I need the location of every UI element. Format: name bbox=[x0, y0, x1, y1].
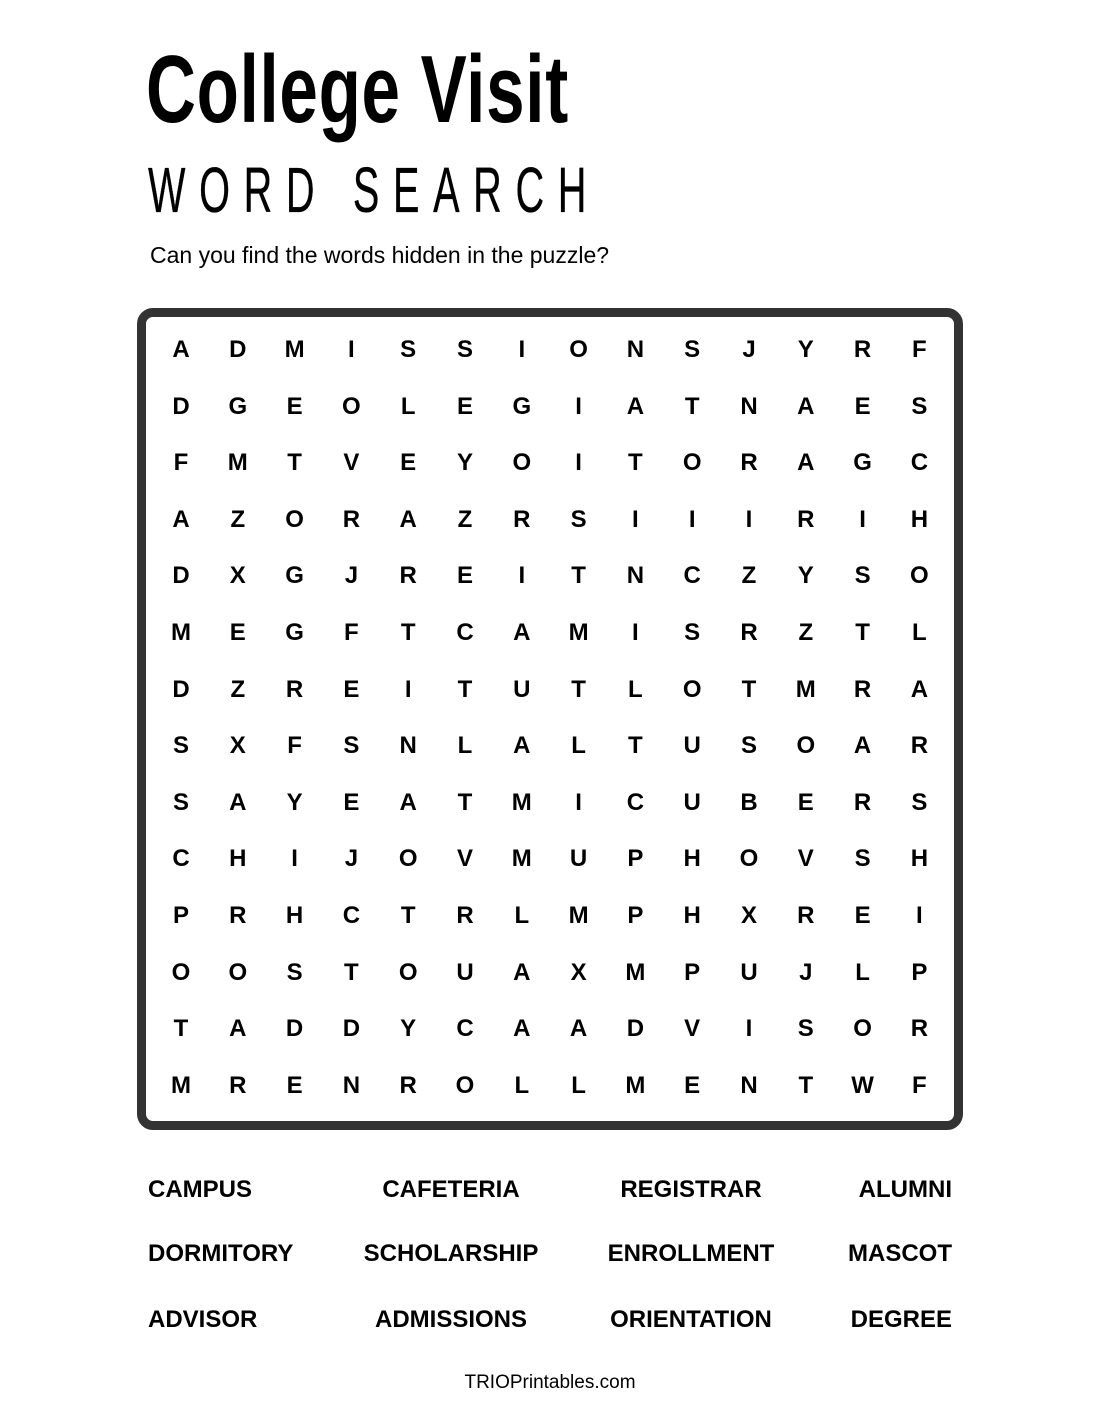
grid-cell[interactable]: H bbox=[910, 505, 929, 533]
grid-cell[interactable]: G bbox=[285, 562, 304, 590]
grid-cell[interactable]: C bbox=[456, 1015, 474, 1043]
page-subtitle: WORD SEARCH bbox=[148, 154, 601, 226]
grid-cell[interactable]: L bbox=[628, 675, 643, 703]
grid-cell[interactable]: F bbox=[287, 732, 302, 760]
grid-cell[interactable]: T bbox=[457, 675, 473, 703]
grid-cell[interactable]: M bbox=[795, 675, 816, 703]
page-title: College Visit bbox=[146, 36, 569, 143]
grid-cell[interactable]: S bbox=[797, 1015, 814, 1043]
grid-cell[interactable]: C bbox=[683, 562, 701, 590]
grid-cell[interactable]: C bbox=[172, 845, 190, 873]
grid-cell[interactable]: Z bbox=[457, 505, 473, 533]
grid-cell[interactable]: T bbox=[571, 562, 586, 590]
grid-cell[interactable]: I bbox=[688, 505, 696, 533]
grid-cell[interactable]: A bbox=[399, 788, 417, 816]
word-list-item: ENROLLMENT bbox=[607, 1240, 775, 1267]
word-list-item: REGISTRAR bbox=[620, 1176, 762, 1203]
grid-cell[interactable]: O bbox=[342, 392, 361, 420]
grid-cell[interactable]: S bbox=[684, 336, 701, 363]
grid-cell[interactable]: S bbox=[286, 958, 303, 986]
grid-cell[interactable]: D bbox=[172, 562, 190, 590]
grid-cell[interactable]: R bbox=[285, 675, 304, 703]
grid-cell[interactable]: U bbox=[683, 788, 701, 816]
grid-cell[interactable]: R bbox=[740, 449, 758, 477]
grid-cell[interactable]: D bbox=[626, 1015, 645, 1043]
grid-cell[interactable]: J bbox=[799, 958, 813, 986]
grid-cell[interactable]: S bbox=[400, 336, 417, 363]
grid-cell[interactable]: R bbox=[853, 336, 872, 363]
grid-cell[interactable]: T bbox=[855, 619, 870, 646]
grid-cell[interactable]: E bbox=[456, 392, 473, 420]
grid-cell[interactable]: A bbox=[910, 675, 929, 703]
grid-cell[interactable]: S bbox=[456, 336, 473, 363]
grid-cell[interactable]: X bbox=[740, 902, 757, 929]
grid-cell[interactable]: X bbox=[229, 562, 246, 590]
grid-cell[interactable]: E bbox=[286, 392, 303, 420]
grid-cell[interactable]: C bbox=[626, 788, 645, 816]
grid-cell[interactable]: T bbox=[684, 392, 700, 420]
word-list-item: SCHOLARSHIP bbox=[363, 1240, 539, 1267]
grid-cell[interactable]: A bbox=[172, 505, 190, 533]
grid-cell[interactable]: I bbox=[632, 505, 639, 533]
grid-cell[interactable]: I bbox=[575, 449, 582, 477]
grid-cell[interactable]: L bbox=[400, 392, 416, 420]
grid-cell[interactable]: N bbox=[740, 1071, 758, 1099]
grid-cell[interactable]: U bbox=[569, 845, 588, 873]
grid-cell[interactable]: I bbox=[404, 675, 412, 703]
grid-cell[interactable]: L bbox=[855, 958, 870, 986]
grid-cell[interactable]: I bbox=[575, 392, 582, 420]
grid-cell[interactable]: Y bbox=[456, 449, 473, 477]
grid-cell[interactable]: I bbox=[575, 788, 582, 816]
grid-cell[interactable]: F bbox=[912, 1071, 927, 1099]
grid-cell[interactable]: X bbox=[570, 958, 587, 986]
grid-cell[interactable]: D bbox=[285, 1015, 304, 1043]
grid-cell[interactable]: A bbox=[626, 392, 645, 420]
word-list-item: DORMITORY bbox=[148, 1240, 294, 1267]
grid-cell[interactable]: E bbox=[286, 1071, 303, 1099]
grid-cell[interactable]: O bbox=[171, 958, 191, 986]
grid-cell[interactable]: R bbox=[853, 788, 872, 816]
grid-cell[interactable]: Y bbox=[400, 1015, 417, 1043]
grid-cell[interactable]: I bbox=[859, 505, 866, 533]
grid-cell[interactable]: A bbox=[399, 505, 417, 533]
grid-cell[interactable]: H bbox=[229, 845, 247, 873]
grid-cell[interactable]: T bbox=[628, 449, 643, 477]
grid-cell[interactable]: L bbox=[457, 732, 473, 760]
grid-cell[interactable]: P bbox=[627, 845, 644, 873]
grid-cell[interactable]: A bbox=[513, 1015, 531, 1043]
word-list-item: CAFETERIA bbox=[382, 1176, 520, 1203]
grid-cell[interactable]: O bbox=[285, 505, 304, 533]
word-list-item: ALUMNI bbox=[858, 1176, 952, 1203]
grid-cell[interactable]: E bbox=[343, 788, 360, 816]
grid-cell[interactable]: M bbox=[511, 788, 532, 816]
grid-cell[interactable]: Y bbox=[286, 788, 303, 816]
grid-cell[interactable]: R bbox=[229, 902, 247, 929]
grid-cell[interactable]: E bbox=[229, 619, 246, 646]
word-list-item: MASCOT bbox=[848, 1240, 952, 1267]
grid-cell[interactable]: D bbox=[342, 1015, 361, 1043]
grid-cell[interactable]: V bbox=[797, 845, 814, 873]
grid-cell[interactable]: N bbox=[740, 392, 758, 420]
grid-cell[interactable]: P bbox=[684, 958, 701, 986]
instructions: Can you find the words hidden in the puzzle? bbox=[150, 242, 610, 268]
grid-cell[interactable]: U bbox=[683, 732, 701, 760]
grid-cell[interactable]: I bbox=[916, 902, 923, 929]
grid-cell[interactable]: E bbox=[854, 392, 871, 420]
grid-cell[interactable]: T bbox=[741, 675, 757, 703]
grid-cell[interactable]: R bbox=[853, 675, 872, 703]
grid-cell[interactable]: T bbox=[400, 902, 416, 929]
grid-cell[interactable]: G bbox=[228, 392, 248, 420]
grid-cell[interactable]: T bbox=[628, 732, 643, 760]
grid-cell[interactable]: T bbox=[287, 449, 302, 477]
grid-cell[interactable]: D bbox=[172, 392, 190, 420]
grid-cell[interactable]: V bbox=[684, 1015, 701, 1043]
grid-cell[interactable]: E bbox=[400, 449, 417, 477]
grid-cell[interactable]: T bbox=[344, 958, 359, 986]
grid-cell[interactable]: U bbox=[456, 958, 474, 986]
grid-cell[interactable]: V bbox=[456, 845, 473, 873]
word-list-item: DEGREE bbox=[850, 1306, 952, 1333]
grid-cell[interactable]: F bbox=[344, 619, 359, 646]
grid-cell[interactable]: L bbox=[912, 619, 927, 646]
grid-cell[interactable]: H bbox=[285, 902, 304, 929]
grid-cell[interactable]: Z bbox=[230, 675, 246, 703]
grid-cell[interactable]: N bbox=[342, 1071, 361, 1099]
grid-cell[interactable]: B bbox=[740, 788, 758, 816]
grid-cell[interactable]: S bbox=[684, 619, 701, 646]
grid-cell[interactable]: R bbox=[229, 1071, 247, 1099]
grid-cell[interactable]: S bbox=[854, 845, 871, 873]
grid-cell[interactable]: E bbox=[797, 788, 814, 816]
grid-cell[interactable]: A bbox=[172, 336, 190, 363]
grid-cell[interactable]: R bbox=[910, 1015, 929, 1043]
grid-cell[interactable]: J bbox=[344, 845, 359, 873]
grid-cell[interactable]: W bbox=[851, 1071, 874, 1099]
grid-cell[interactable]: F bbox=[173, 449, 189, 477]
grid-cell[interactable]: I bbox=[348, 336, 355, 363]
grid-cell[interactable]: M bbox=[227, 449, 248, 477]
grid-cell[interactable]: O bbox=[512, 449, 532, 477]
word-list-item: ADVISOR bbox=[148, 1306, 258, 1333]
grid-cell[interactable]: T bbox=[798, 1071, 814, 1099]
grid-cell[interactable]: P bbox=[172, 902, 189, 929]
grid-cell[interactable]: S bbox=[172, 788, 189, 816]
grid-cell[interactable]: R bbox=[342, 505, 361, 533]
grid-cell[interactable]: G bbox=[853, 449, 872, 477]
word-list-item: ADMISSIONS bbox=[374, 1306, 528, 1333]
grid-cell[interactable]: R bbox=[910, 732, 929, 760]
grid-cell[interactable]: I bbox=[518, 562, 526, 590]
grid-cell[interactable]: Z bbox=[741, 562, 757, 590]
grid-cell[interactable]: O bbox=[910, 562, 929, 590]
grid-cell[interactable]: O bbox=[398, 845, 418, 873]
grid-cell[interactable]: I bbox=[745, 505, 753, 533]
grid-cell[interactable]: O bbox=[682, 675, 702, 703]
word-list-item: CAMPUS bbox=[148, 1176, 253, 1203]
grid-cell[interactable]: Y bbox=[797, 336, 814, 363]
grid-cell[interactable]: A bbox=[513, 732, 531, 760]
grid-cell[interactable]: M bbox=[171, 619, 191, 646]
grid-cell[interactable]: M bbox=[625, 1071, 646, 1099]
grid-cell[interactable]: O bbox=[682, 449, 702, 477]
grid-cell[interactable]: I bbox=[745, 1015, 753, 1043]
grid-cell[interactable]: O bbox=[739, 845, 759, 873]
grid-cell[interactable]: T bbox=[457, 788, 473, 816]
puzzle-grid-frame bbox=[137, 308, 963, 1130]
grid-cell[interactable]: M bbox=[284, 336, 305, 363]
grid-cell[interactable]: I bbox=[518, 336, 526, 363]
grid-cell[interactable]: G bbox=[285, 619, 304, 646]
word-list-item: ORIENTATION bbox=[610, 1306, 772, 1333]
grid-cell[interactable]: M bbox=[625, 958, 646, 986]
grid-cell[interactable]: M bbox=[568, 902, 589, 929]
grid-cell[interactable]: M bbox=[511, 845, 532, 873]
grid-cell[interactable]: J bbox=[742, 336, 756, 363]
grid-cell[interactable]: C bbox=[342, 902, 361, 929]
grid-cell[interactable]: L bbox=[514, 1071, 530, 1099]
grid-cell[interactable]: A bbox=[797, 392, 815, 420]
grid-cell[interactable]: S bbox=[570, 505, 587, 533]
grid-cell[interactable]: A bbox=[229, 1015, 247, 1043]
grid-cell[interactable]: P bbox=[627, 902, 644, 929]
grid-cell[interactable]: H bbox=[683, 902, 701, 929]
grid-cell[interactable]: S bbox=[740, 732, 757, 760]
grid-cell[interactable]: I bbox=[291, 845, 298, 873]
grid-cell[interactable]: A bbox=[569, 1015, 588, 1043]
grid-cell[interactable]: O bbox=[228, 958, 248, 986]
grid-cell[interactable]: R bbox=[797, 902, 815, 929]
grid-cell[interactable]: E bbox=[456, 562, 473, 590]
grid-cell[interactable]: J bbox=[344, 562, 359, 590]
grid-cell[interactable]: S bbox=[172, 732, 189, 760]
grid-cell[interactable]: S bbox=[854, 562, 871, 590]
grid-cell[interactable]: D bbox=[172, 675, 190, 703]
grid-cell[interactable]: I bbox=[632, 619, 639, 646]
grid-cell[interactable]: X bbox=[229, 732, 246, 760]
grid-cell[interactable]: L bbox=[571, 1071, 586, 1099]
grid-cell[interactable]: T bbox=[173, 1015, 189, 1043]
grid-cell[interactable]: D bbox=[229, 336, 247, 363]
grid-cell[interactable]: L bbox=[571, 732, 586, 760]
grid-cell[interactable]: A bbox=[797, 449, 815, 477]
grid-cell[interactable]: U bbox=[513, 675, 531, 703]
grid-cell[interactable]: M bbox=[171, 1071, 191, 1099]
grid-cell[interactable]: V bbox=[343, 449, 360, 477]
grid-cell[interactable]: T bbox=[400, 619, 416, 646]
grid-cell[interactable]: R bbox=[513, 505, 531, 533]
grid-cell[interactable]: Y bbox=[797, 562, 814, 590]
grid-cell[interactable]: Z bbox=[798, 619, 814, 646]
grid-cell[interactable]: N bbox=[399, 732, 417, 760]
grid-cell[interactable]: T bbox=[571, 675, 586, 703]
grid-cell[interactable]: O bbox=[398, 958, 418, 986]
grid-cell[interactable]: P bbox=[911, 958, 928, 986]
grid-cell[interactable]: N bbox=[626, 562, 645, 590]
grid-cell[interactable]: E bbox=[684, 1071, 701, 1099]
grid-cell[interactable]: R bbox=[399, 562, 417, 590]
grid-cell[interactable]: H bbox=[910, 845, 929, 873]
grid-cell[interactable]: E bbox=[854, 902, 871, 929]
grid-cell[interactable]: E bbox=[343, 675, 360, 703]
grid-cell[interactable]: R bbox=[740, 619, 758, 646]
grid-cell[interactable]: H bbox=[683, 845, 701, 873]
grid-cell[interactable]: G bbox=[512, 392, 532, 420]
grid-cell[interactable]: S bbox=[911, 788, 928, 816]
grid-cell[interactable]: A bbox=[229, 788, 247, 816]
footer-site: TRIOPrintables.com bbox=[464, 1372, 636, 1393]
grid-cell[interactable]: U bbox=[740, 958, 758, 986]
grid-cell[interactable]: A bbox=[853, 732, 872, 760]
grid-cell[interactable]: C bbox=[910, 449, 929, 477]
grid-cell[interactable]: O bbox=[796, 732, 816, 760]
grid-cell[interactable]: A bbox=[513, 619, 531, 646]
grid-cell[interactable]: O bbox=[455, 1071, 475, 1099]
grid-cell[interactable]: F bbox=[912, 336, 927, 363]
grid-cell[interactable]: C bbox=[456, 619, 474, 646]
grid-cell[interactable]: S bbox=[343, 732, 360, 760]
grid-cell[interactable]: A bbox=[513, 958, 531, 986]
grid-cell[interactable]: R bbox=[399, 1071, 417, 1099]
grid-cell[interactable]: M bbox=[568, 619, 589, 646]
grid-cell[interactable]: N bbox=[626, 336, 645, 363]
grid-cell[interactable]: R bbox=[797, 505, 815, 533]
grid-cell[interactable]: Z bbox=[230, 505, 246, 533]
grid-cell[interactable]: L bbox=[514, 902, 530, 929]
grid-cell[interactable]: S bbox=[911, 392, 928, 420]
grid-cell[interactable]: R bbox=[456, 902, 474, 929]
grid-cell[interactable]: O bbox=[853, 1015, 872, 1043]
grid-cell[interactable]: O bbox=[569, 336, 588, 363]
